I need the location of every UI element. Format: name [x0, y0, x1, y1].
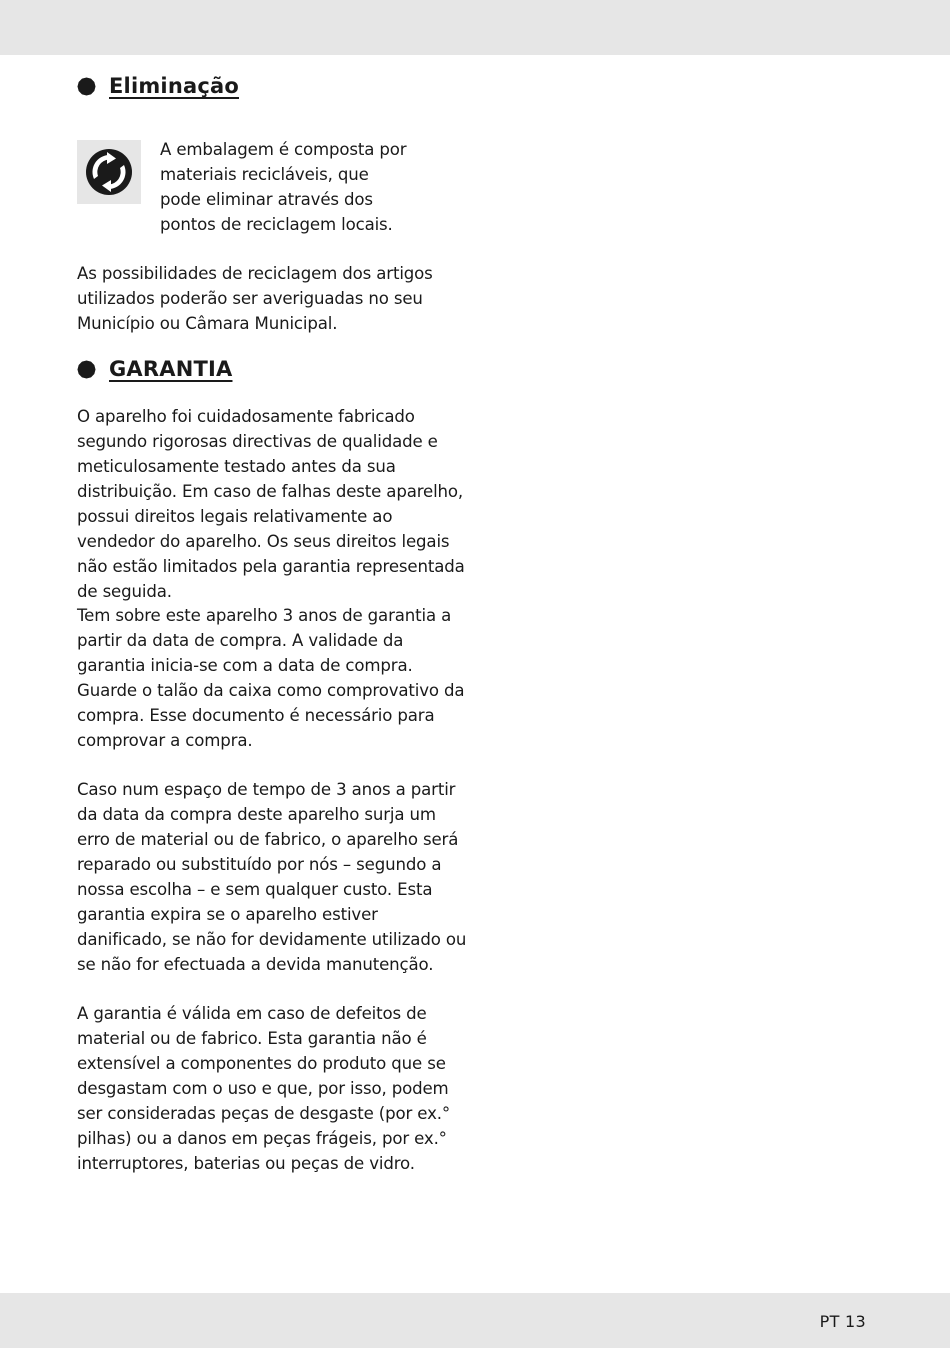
section-title: GARANTIA [109, 357, 233, 381]
bullet-icon [77, 360, 96, 379]
top-band [0, 0, 950, 55]
page-number: PT 13 [819, 1312, 866, 1331]
warranty-paragraph-3: Caso num espaço de tempo de 3 anos a partir da data da compra deste aparelho surja um erro de material ou de fabrico, o aparelho será reparado ou substituído por nós – segundo a nossa escolha – e sem qualquer custo. Esta garantia expira se o aparelho estiver danificado, se não for devidamente utilizado ou se não for efectuada a devida manutenção. [77, 780, 467, 974]
bottom-band [0, 1293, 950, 1348]
warranty-paragraph-2: Tem sobre este aparelho 3 anos de garantia a partir da data de compra. A validade da garantia inicia-se com a data de compra. Guarde o talão da caixa como comprovativo da compra. Esse documento é necessário para comprovar a compra. [77, 606, 465, 750]
elimination-paragraph: As possibilidades de reciclagem dos artigos utilizados poderão ser averiguadas no seu Município ou Câmara Municipal. [77, 264, 433, 333]
section-heading-warranty [77, 357, 232, 381]
recycling-icon [85, 148, 133, 196]
section-heading-elimination [77, 74, 239, 98]
warranty-paragraph-4: A garantia é válida em caso de defeitos de material ou de fabrico. Esta garantia não é extensível a componentes do produto que se desgastam com o uso e que, por isso, podem ser consideradas peças de desgaste (por ex.° pilhas) ou a danos em peças frágeis, por ex.° interruptores, baterias ou peças de vidro. [77, 1004, 451, 1173]
warranty-paragraph-1: O aparelho foi cuidadosamente fabricado segundo rigorosas directivas de qualidade e meticulosamente testado antes da sua distribuição. Em caso de falhas deste aparelho, possui direitos legais relativamente ao vendedor do aparelho. Os seus direitos legais não estão limitados pela garantia representada de seguida. [77, 407, 465, 601]
recycling-symbol [77, 140, 141, 204]
elimination-intro: A embalagem é composta por materiais recicláveis, que pode eliminar através dos pontos de reciclagem locais. [160, 140, 407, 234]
bullet-icon [77, 77, 96, 96]
section-title: Eliminação [109, 74, 239, 98]
